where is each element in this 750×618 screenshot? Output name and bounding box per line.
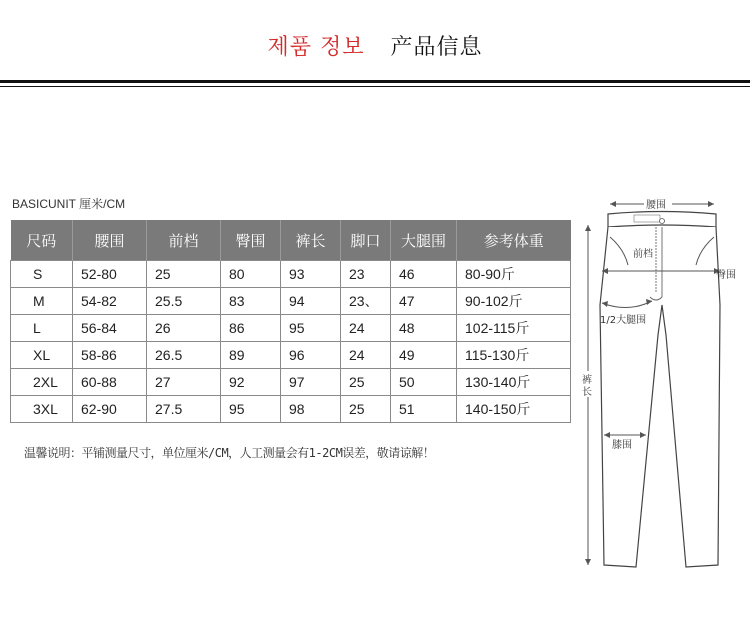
table-cell: 97 <box>281 369 341 396</box>
table-cell: 27 <box>147 369 221 396</box>
table-row <box>11 369 571 396</box>
measurement-note: 温馨说明：平铺测量尺寸，单位厘米/CM，人工测量会有1-2CM误差，敬请谅解！ <box>24 446 435 460</box>
table-cell: 50 <box>391 369 457 396</box>
table-row <box>11 261 571 288</box>
table-cell: 25.5 <box>147 288 221 315</box>
table-cell: 130-140斤 <box>457 369 571 396</box>
table-cell: 90-102斤 <box>457 288 571 315</box>
table-row <box>11 396 571 423</box>
table-cell: 102-115斤 <box>457 315 571 342</box>
table-cell: 96 <box>281 342 341 369</box>
table-cell: 80 <box>221 261 281 288</box>
table-cell: 25 <box>341 396 391 423</box>
table-cell: S <box>11 261 73 288</box>
title-chinese: 产品信息 <box>390 35 483 60</box>
table-cell: 2XL <box>11 369 73 396</box>
brand-patch <box>634 215 660 222</box>
table-cell: 86 <box>221 315 281 342</box>
table-cell: 62-90 <box>73 396 147 423</box>
header-rule-thick <box>0 80 750 83</box>
label-knee: 膝围 <box>612 440 632 451</box>
col-header: 裤长 <box>281 220 341 261</box>
table-cell: 46 <box>391 261 457 288</box>
table-cell: 25 <box>341 369 391 396</box>
col-header: 腰围 <box>73 220 147 261</box>
table-cell: 98 <box>281 396 341 423</box>
table-cell: 49 <box>391 342 457 369</box>
table-cell: 80-90斤 <box>457 261 571 288</box>
table-cell: 48 <box>391 315 457 342</box>
table-cell: 23 <box>341 261 391 288</box>
table-row <box>11 342 571 369</box>
table-caption: BASICUNIT 厘米/CM <box>12 197 126 211</box>
table-cell: 24 <box>341 315 391 342</box>
col-header: 大腿围 <box>391 220 457 261</box>
col-header: 参考体重 <box>457 220 571 261</box>
table-cell: 92 <box>221 369 281 396</box>
label-waist: 腰围 <box>646 200 666 211</box>
table-cell: 60-88 <box>73 369 147 396</box>
table-cell: 52-80 <box>73 261 147 288</box>
table-row <box>11 288 571 315</box>
table-cell: 26.5 <box>147 342 221 369</box>
pants-diagram <box>578 185 750 580</box>
table-cell: 3XL <box>11 396 73 423</box>
table-row <box>11 315 571 342</box>
header-rule-thin <box>0 86 750 87</box>
table-cell: 51 <box>391 396 457 423</box>
table-cell: 54-82 <box>73 288 147 315</box>
size-table <box>10 220 571 423</box>
table-cell: XL <box>11 342 73 369</box>
label-front-rise: 前档 <box>633 249 653 260</box>
table-cell: 115-130斤 <box>457 342 571 369</box>
table-cell: 93 <box>281 261 341 288</box>
label-thigh: 1/2大腿围 <box>600 315 647 326</box>
table-cell: 140-150斤 <box>457 396 571 423</box>
table-cell: 83 <box>221 288 281 315</box>
col-header: 尺码 <box>11 220 73 261</box>
table-cell: 95 <box>221 396 281 423</box>
table-cell: 94 <box>281 288 341 315</box>
title-korean: 제품 정보 <box>267 35 365 60</box>
table-cell: 27.5 <box>147 396 221 423</box>
pants-outline <box>600 227 720 567</box>
table-cell: 24 <box>341 342 391 369</box>
col-header: 臀围 <box>221 220 281 261</box>
table-cell: M <box>11 288 73 315</box>
col-header: 前档 <box>147 220 221 261</box>
table-cell: 23、 <box>341 288 391 315</box>
table-cell: 47 <box>391 288 457 315</box>
table-header-row <box>11 220 571 261</box>
table-cell: 95 <box>281 315 341 342</box>
table-cell: 26 <box>147 315 221 342</box>
table-cell: 58-86 <box>73 342 147 369</box>
table-cell: 25 <box>147 261 221 288</box>
table-cell: 56-84 <box>73 315 147 342</box>
label-hip: 臀围 <box>716 270 736 281</box>
label-length: 裤长 <box>582 375 592 398</box>
col-header: 脚口 <box>341 220 391 261</box>
table-cell: L <box>11 315 73 342</box>
table-cell: 89 <box>221 342 281 369</box>
page-header <box>0 30 750 61</box>
